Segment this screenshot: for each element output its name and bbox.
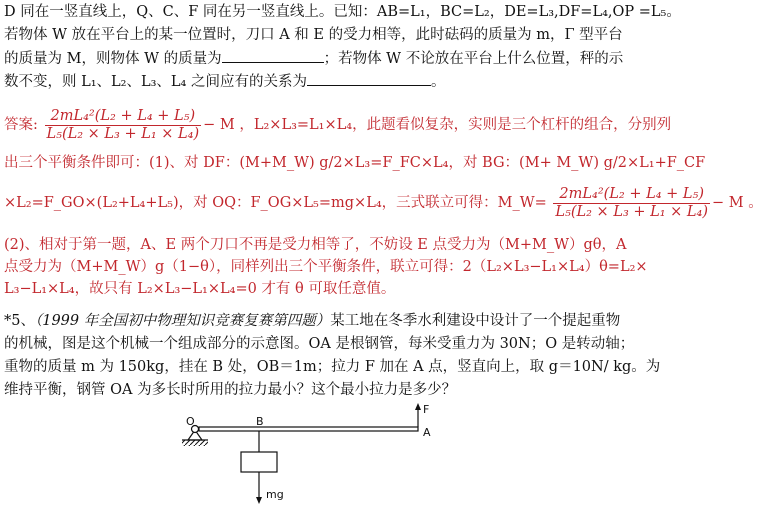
- answer-fraction-2-numerator: 2mL₄²(L₂ + L₄ + L₅): [553, 186, 710, 204]
- problem5-line1-rest: 某工地在冬季水利建设中设计了一个提起重物: [330, 313, 621, 329]
- problem5-line3: 重物的质量 m 为 150kg，挂在 B 处，OB＝1m；拉力 F 加在 A 点，竖直向上，取 g＝10N/ kg。为: [4, 359, 661, 375]
- problem5-line1: [4, 311, 638, 331]
- weight-block[interactable]: [241, 452, 277, 472]
- problem4-line1: D 同在一竖直线上，Q、C、F 同在另一竖直线上。已知：AB=L₁，BC=L₂，DE=L₃,DF=L₄,OP =L₅。: [4, 4, 681, 20]
- answer-blank-1[interactable]: [222, 48, 324, 63]
- answer-line1: [4, 102, 672, 148]
- answer-label: 答案:: [4, 117, 38, 133]
- label-b: B: [256, 415, 264, 428]
- answer-fraction-1-numerator: 2mL₄²(L₂ + L₄ + L₅): [45, 108, 202, 126]
- problem4-line3: [4, 48, 638, 69]
- problem4-line4: [4, 71, 638, 92]
- answer-fraction-2: [553, 186, 710, 221]
- answer-fraction-2-denominator: L₅(L₂ × L₃ + L₁ × L₄): [555, 203, 709, 220]
- problem4-line3b: ；若物体 W 不论放在平台上什么位置，秤的示: [323, 51, 624, 67]
- answer-line6: L₃−L₁×L₄，故只有 L₂×L₃−L₁×L₄=0 才有 θ 可取任意值。: [4, 281, 396, 297]
- answer-line3: [4, 180, 763, 226]
- answer-fraction-1-denominator: L₅(L₂ × L₃ + L₁ × L₄): [46, 125, 200, 142]
- problem5-source: （1999 年全国初中物理知识竞赛复赛第四题）: [34, 313, 331, 329]
- label-o: O: [186, 415, 195, 428]
- answer-fraction-1: [45, 108, 202, 143]
- problem4-line4a: 数不变，则 L₁、L₂、L₃、L₄ 之间应有的关系为: [4, 74, 307, 90]
- answer-after-fraction: − M ，L₂×L₃=L₁×L₄，此题看似复杂，实则是三个杠杆的组合，分别列: [203, 117, 672, 133]
- answer-line3b: − M 。: [712, 195, 763, 211]
- answer-line2: 出三个平衡条件即可：(1)、对 DF：(M+M_W) g/2×L₃=F_FC×L₄，对 BG：(M+ M_W) g/2×L₁+F_CF: [4, 155, 706, 171]
- answer-blank-2[interactable]: [307, 71, 431, 86]
- problem5-number: *5、: [4, 313, 35, 329]
- answer-line4: (2)、相对于第一题，A、E 两个刀口不再是受力相等了，不妨设 E 点受力为（M+M_W）gθ，A: [4, 237, 627, 253]
- gravity-mg-arrow: [256, 472, 262, 504]
- problem5-line4: 维持平衡，钢管 OA 为多长时所用的拉力最小？这个最小拉力是多少？: [4, 382, 457, 398]
- steel-pipe-oa[interactable]: [199, 427, 418, 431]
- answer-line5: 点受力为（M+M_W）g（1−θ），同样列出三个平衡条件，联立可得：2（L₂×L₃−L₁×L₄）θ=L₂×: [4, 259, 648, 275]
- problem4-line3a: 的质量为 M，则物体 W 的质量为: [4, 51, 222, 67]
- label-a: A: [423, 426, 431, 439]
- label-mg: mg: [266, 488, 284, 501]
- problem5-line2: 的机械，图是这个机械一个组成部分的示意图。OA 是根钢管，每米受重力为 30N；O 是转动轴；: [4, 336, 635, 352]
- label-f: F: [423, 403, 430, 416]
- problem4-line4b: 。: [430, 74, 446, 90]
- answer-line3a: ×L₂=F_GO×(L₂+L₄+L₅)，对 OQ：F_OG×L₅=mg×L₄，三式联立可得：M_W=: [4, 195, 547, 211]
- force-f-arrow: [415, 403, 421, 427]
- lever-figure: [0, 400, 640, 511]
- problem4-line2: 若物体 W 放在平台上的某一位置时，刀口 A 和 E 的受力相等，此时砝码的质量为 m，Γ 型平台: [4, 27, 623, 43]
